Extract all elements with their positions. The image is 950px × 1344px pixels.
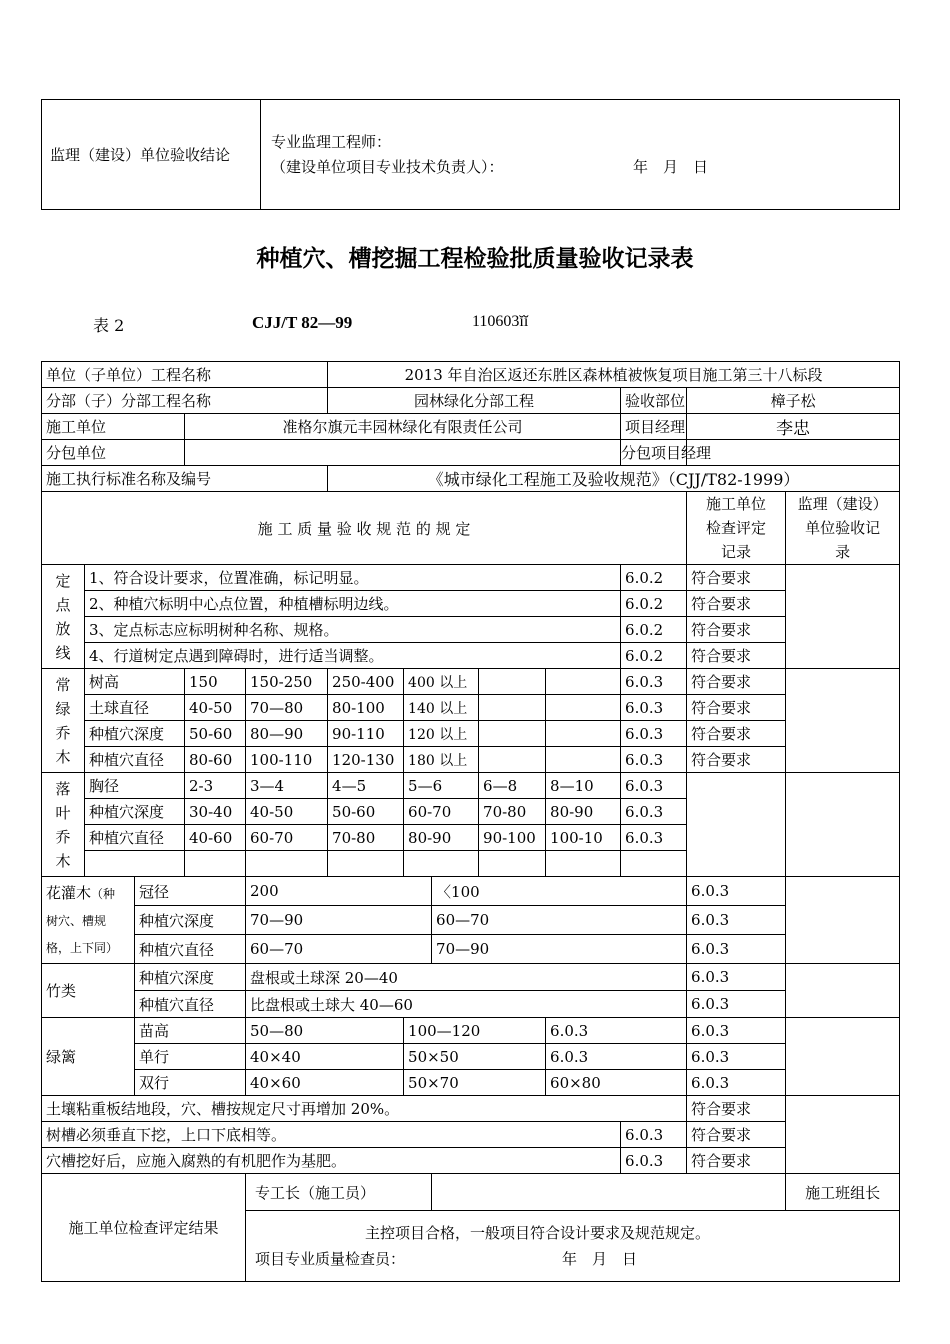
positioning-item: 2、种植穴标明中心点位置，种植槽标明边线。: [85, 591, 621, 617]
evergreen-row-name: 树高: [85, 669, 185, 695]
inspection-record-table: [41, 361, 900, 1282]
deciduous-value: 8—10: [546, 773, 621, 799]
accept-part-value: 樟子松: [687, 388, 900, 414]
empty-cell: [328, 851, 404, 877]
subcontractor-label: 分包单位: [42, 440, 185, 466]
deciduous-value: 30-40: [185, 799, 246, 825]
supervision-conclusion-table: [41, 99, 900, 210]
hedge-value-b: 50×70: [404, 1070, 546, 1096]
empty-cell: [621, 851, 687, 877]
check-result: 符合要求: [687, 565, 786, 591]
contractor-check-header: 施工单位 检查评定 记录: [687, 492, 786, 565]
positioning-item: 3、定点标志应标明树种名称、规格。: [85, 617, 621, 643]
standard-code: CJJ/T 82—99: [252, 313, 353, 332]
result-date: 年 月 日: [562, 1250, 638, 1268]
evergreen-value: 80-60: [185, 747, 246, 773]
spec-ref: 6.0.3: [687, 1070, 786, 1096]
evergreen-value: 250-400: [328, 669, 404, 695]
evergreen-value: [546, 695, 621, 721]
spec-ref: 6.0.3: [621, 721, 687, 747]
spec-header: 施 工 质 量 验 收 规 范 的 规 定: [42, 492, 687, 565]
spec-ref: 6.0.3: [687, 1044, 786, 1070]
deciduous-section-label: 落 叶 乔 木: [42, 773, 85, 877]
batch-number: 110603ĭĭ: [472, 313, 529, 330]
supervision-record: [786, 669, 900, 773]
deciduous-value: 6—8: [479, 773, 546, 799]
empty-cell: [246, 851, 328, 877]
evergreen-row-name: 种植穴直径: [85, 747, 185, 773]
hedge-value-c: 6.0.3: [546, 1018, 687, 1044]
evergreen-value: 50-60: [185, 721, 246, 747]
bamboo-row-name: 种植穴直径: [135, 991, 246, 1018]
deciduous-value: 80-90: [546, 799, 621, 825]
pm-label: 项目经理: [621, 414, 687, 440]
deciduous-value: 70-80: [328, 825, 404, 851]
deciduous-value: 3—4: [246, 773, 328, 799]
bamboo-row-name: 种植穴深度: [135, 964, 246, 991]
evergreen-value: 400 以上: [404, 669, 479, 695]
spec-ref: 6.0.3: [621, 695, 687, 721]
hedge-row-name: 苗高: [135, 1018, 246, 1044]
owner-tech-lead-line: （建设单位项目专业技术负责人）：: [271, 157, 504, 176]
deciduous-value: 5—6: [404, 773, 479, 799]
spec-ref: 6.0.3: [621, 1148, 687, 1174]
check-result: 符合要求: [687, 1148, 786, 1174]
spec-ref: 6.0.3: [621, 669, 687, 695]
deciduous-value: 60-70: [246, 825, 328, 851]
contractor-result-cell: [246, 1211, 900, 1282]
deciduous-value: 40-60: [185, 825, 246, 851]
check-result: 符合要求: [687, 721, 786, 747]
deciduous-value: 50-60: [328, 799, 404, 825]
hedge-value-b: 50×50: [404, 1044, 546, 1070]
shrub-value-a: 70—90: [246, 906, 432, 935]
positioning-section-label: 定 点 放 线: [42, 565, 85, 669]
project-name-label: 单位（子单位）工程名称: [42, 362, 328, 388]
spec-ref: 6.0.3: [687, 877, 786, 906]
supervision-record: [786, 565, 900, 669]
standard-value: 《城市绿化工程施工及验收规范》（CJJ/T82-1999）: [328, 466, 900, 492]
deciduous-value: 60-70: [404, 799, 479, 825]
hedge-section-label: 绿篱: [42, 1018, 135, 1096]
quality-inspector-label: 项目专业质量检查员：: [255, 1250, 406, 1268]
sub-pm-value: [687, 440, 900, 466]
evergreen-value: [479, 747, 546, 773]
document-title: 种植穴、槽挖掘工程检验批质量验收记录表: [256, 246, 694, 272]
table-number: 表 2: [93, 316, 125, 335]
standard-label: 施工执行标准名称及编号: [42, 466, 328, 492]
spec-ref: 6.0.3: [621, 773, 687, 799]
bamboo-value: 盘根或土球深 20—40: [246, 964, 687, 991]
hedge-value-a: 40×60: [246, 1070, 404, 1096]
spec-ref: 6.0.2: [621, 591, 687, 617]
contractor-result-label: 施工单位检查评定结果: [42, 1174, 246, 1282]
evergreen-value: 90-110: [328, 721, 404, 747]
shrub-value-b: 70—90: [432, 935, 687, 964]
check-result: [786, 964, 900, 1018]
evergreen-value: 150-250: [246, 669, 328, 695]
hedge-value-a: 50—80: [246, 1018, 404, 1044]
spec-ref: 6.0.3: [621, 747, 687, 773]
evergreen-value: 180 以上: [404, 747, 479, 773]
foreman-signature: [432, 1174, 786, 1211]
spec-ref: 6.0.3: [687, 906, 786, 935]
shrub-row-name: 种植穴直径: [135, 935, 246, 964]
hedge-row-name: 双行: [135, 1070, 246, 1096]
subcontractor-value: [185, 440, 621, 466]
deciduous-value: 40-50: [246, 799, 328, 825]
check-result: 符合要求: [687, 1122, 786, 1148]
deciduous-row-name: 种植穴直径: [85, 825, 185, 851]
shrub-value-a: 60—70: [246, 935, 432, 964]
division-label: 分部（子）分部工程名称: [42, 388, 328, 414]
hedge-value-a: 40×40: [246, 1044, 404, 1070]
project-name-value: 2013 年自治区返还东胜区森林植被恢复项目施工第三十八标段: [328, 362, 900, 388]
check-result: 符合要求: [687, 643, 786, 669]
evergreen-row-name: 土球直径: [85, 695, 185, 721]
deciduous-value: 90-100: [479, 825, 546, 851]
supervision-record: [786, 1096, 900, 1174]
positioning-item: 1、符合设计要求，位置准确，标记明显。: [85, 565, 621, 591]
evergreen-value: 40-50: [185, 695, 246, 721]
empty-cell: [479, 851, 546, 877]
evergreen-value: 140 以上: [404, 695, 479, 721]
shrub-value-b: 〈100: [432, 877, 687, 906]
check-result: 符合要求: [687, 669, 786, 695]
general-requirement: 树槽必须垂直下挖，上口下底相等。: [42, 1122, 621, 1148]
supervision-signature-cell: [261, 100, 900, 210]
spec-ref: 6.0.3: [621, 825, 687, 851]
evergreen-value: 120-130: [328, 747, 404, 773]
team-leader-label: 施工班组长: [786, 1174, 900, 1211]
bamboo-value: 比盘根或土球大 40—60: [246, 991, 687, 1018]
division-value: 园林绿化分部工程: [328, 388, 621, 414]
evergreen-value: [479, 669, 546, 695]
deciduous-value: 2-3: [185, 773, 246, 799]
sub-pm-label: 分包项目经理: [621, 440, 687, 466]
evergreen-value: [546, 669, 621, 695]
spec-ref: 6.0.3: [687, 935, 786, 964]
deciduous-value: 100-10: [546, 825, 621, 851]
foreman-label: 专工长（施工员）: [246, 1174, 432, 1211]
evergreen-section-label: 常 绿 乔 木: [42, 669, 85, 773]
check-result: [786, 1018, 900, 1096]
evergreen-value: [479, 695, 546, 721]
accept-part-label: 验收部位: [621, 388, 687, 414]
spec-ref: 6.0.3: [687, 991, 786, 1018]
evergreen-value: 80—90: [246, 721, 328, 747]
pm-value: 李忠: [687, 414, 900, 440]
evergreen-value: 120 以上: [404, 721, 479, 747]
check-result: 符合要求: [687, 617, 786, 643]
evergreen-value: 100-110: [246, 747, 328, 773]
shrub-section-label: 花灌木（种 树穴、槽规 格，上下同）: [42, 877, 135, 964]
spec-ref: 6.0.2: [621, 643, 687, 669]
empty-cell: [85, 851, 185, 877]
spec-ref: 6.0.3: [687, 964, 786, 991]
evergreen-value: [546, 721, 621, 747]
shrub-value-b: 60—70: [432, 906, 687, 935]
shrub-value-a: 200: [246, 877, 432, 906]
evergreen-value: [546, 747, 621, 773]
hedge-value-b: 100—120: [404, 1018, 546, 1044]
check-result: 符合要求: [687, 591, 786, 617]
supervision-record: [786, 773, 900, 877]
result-conclusion: 主控项目合格，一般项目符合设计要求及规范规定。: [365, 1224, 711, 1242]
supervision-date: 年 月 日: [633, 157, 709, 176]
spec-ref: 6.0.2: [621, 565, 687, 591]
general-requirement: 土壤粘重板结地段，穴、槽按规定尺寸再增加 20%。: [42, 1096, 687, 1122]
check-result: [786, 877, 900, 964]
hedge-value-c: 60×80: [546, 1070, 687, 1096]
deciduous-value: 4—5: [328, 773, 404, 799]
spec-ref: 6.0.3: [687, 1018, 786, 1044]
supervision-label: 监理（建设）单位验收结论: [42, 100, 261, 210]
check-result: 符合要求: [687, 1096, 786, 1122]
check-result: 符合要求: [687, 695, 786, 721]
empty-cell: [185, 851, 246, 877]
evergreen-value: 150: [185, 669, 246, 695]
evergreen-value: 70—80: [246, 695, 328, 721]
shrub-row-name: 冠径: [135, 877, 246, 906]
empty-cell: [404, 851, 479, 877]
positioning-item: 4、行道树定点遇到障碍时，进行适当调整。: [85, 643, 621, 669]
check-result: [687, 773, 786, 877]
deciduous-value: 80-90: [404, 825, 479, 851]
check-result: 符合要求: [687, 747, 786, 773]
deciduous-row-name: 胸径: [85, 773, 185, 799]
hedge-value-c: 6.0.3: [546, 1044, 687, 1070]
contractor-value: 准格尔旗元丰园林绿化有限责任公司: [185, 414, 621, 440]
deciduous-row-name: 种植穴深度: [85, 799, 185, 825]
contractor-label: 施工单位: [42, 414, 185, 440]
evergreen-value: 80-100: [328, 695, 404, 721]
spec-ref: 6.0.3: [621, 1122, 687, 1148]
deciduous-value: 70-80: [479, 799, 546, 825]
spec-ref: 6.0.3: [621, 799, 687, 825]
bamboo-section-label: 竹类: [42, 964, 135, 1018]
evergreen-value: [479, 721, 546, 747]
supervision-check-header: 监理（建设） 单位验收记 录: [786, 492, 900, 565]
spec-ref: 6.0.2: [621, 617, 687, 643]
empty-cell: [546, 851, 621, 877]
hedge-row-name: 单行: [135, 1044, 246, 1070]
shrub-row-name: 种植穴深度: [135, 906, 246, 935]
evergreen-row-name: 种植穴深度: [85, 721, 185, 747]
general-requirement: 穴槽挖好后，应施入腐熟的有机肥作为基肥。: [42, 1148, 621, 1174]
supervision-engineer-line: 专业监理工程师：: [271, 132, 392, 151]
